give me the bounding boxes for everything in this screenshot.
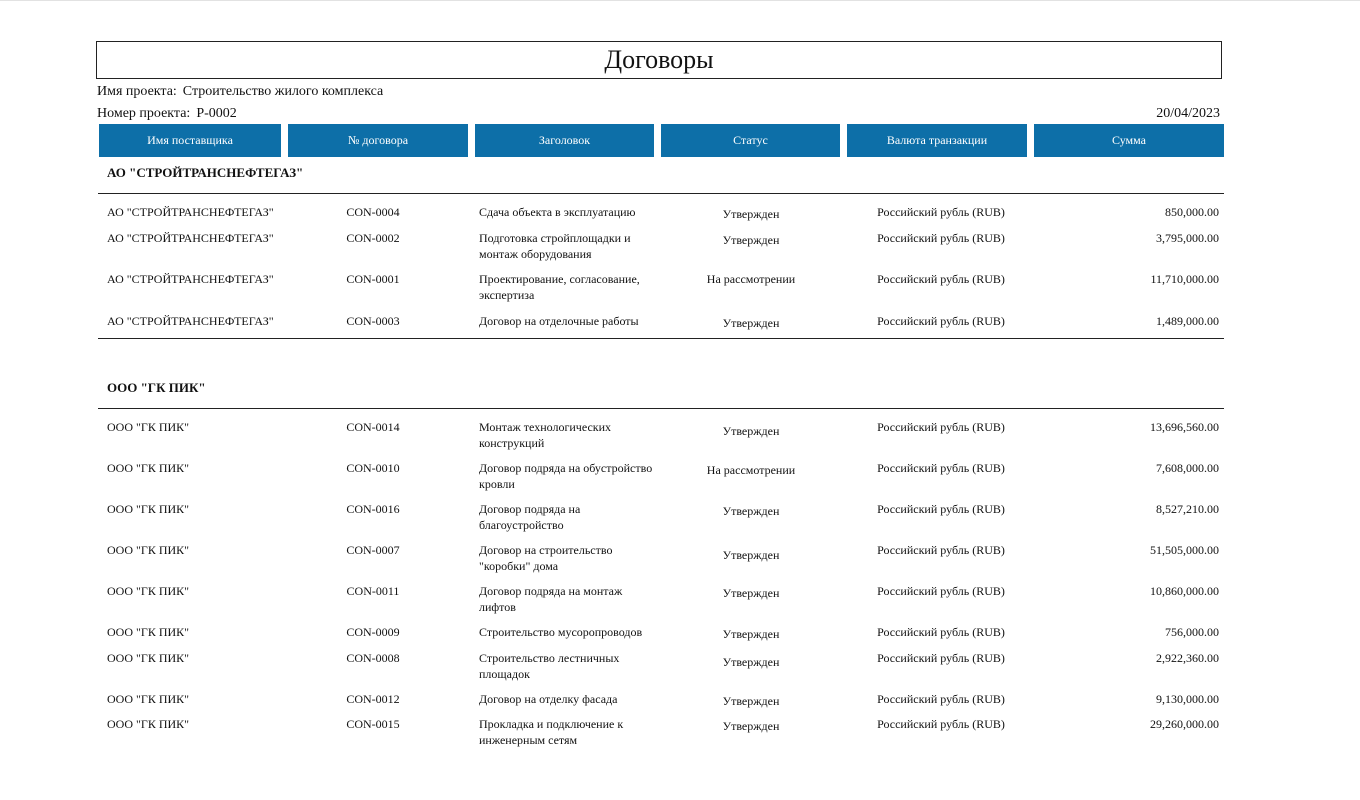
contract-number-cell: CON-0010: [346, 461, 400, 475]
title-cell: Подготовка стройплощадки и монтаж оборудования: [479, 231, 631, 261]
title-cell: Договор на отделку фасада: [479, 692, 618, 706]
group-title: ООО "ГК ПИК": [107, 380, 206, 395]
vendor-cell: ООО "ГК ПИК": [107, 420, 190, 434]
report-date: 20/04/2023: [1156, 106, 1220, 121]
project-name-line: [97, 83, 383, 101]
amount-cell: 51,505,000.00: [1150, 543, 1219, 557]
contract-number-cell: CON-0007: [346, 543, 400, 557]
currency-cell: Российский рубль (RUB): [877, 420, 1005, 434]
status-cell: На рассмотрении: [706, 463, 796, 477]
vendor-cell: АО "СТРОЙТРАНСНЕФТЕГАЗ": [107, 314, 274, 328]
column-header-currency: Валюта транзакции: [847, 124, 1027, 157]
column-header-status: Статус: [661, 124, 840, 157]
vendor-cell: АО "СТРОЙТРАНСНЕФТЕГАЗ": [107, 272, 274, 286]
vendor-cell: ООО "ГК ПИК": [107, 502, 190, 516]
vendor-cell: ООО "ГК ПИК": [107, 584, 190, 598]
contract-number-cell: CON-0009: [346, 625, 400, 639]
amount-cell: 29,260,000.00: [1150, 717, 1219, 731]
title-cell: Прокладка и подключение к инженерным сетям: [479, 717, 624, 747]
group-title: АО "СТРОЙТРАНСНЕФТЕГАЗ": [107, 165, 304, 180]
amount-cell: 3,795,000.00: [1156, 231, 1219, 245]
report-title: Договоры: [96, 41, 1222, 79]
vendor-cell: ООО "ГК ПИК": [107, 461, 190, 475]
contract-number-cell: CON-0011: [346, 584, 400, 598]
project-number-value: P-0002: [196, 106, 237, 121]
currency-cell: Российский рубль (RUB): [877, 584, 1005, 598]
title-cell: Договор на отделочные работы: [479, 314, 639, 328]
amount-cell: 7,608,000.00: [1156, 461, 1219, 475]
amount-cell: 8,527,210.00: [1156, 502, 1219, 516]
group-divider: [98, 338, 1224, 339]
title-cell: Договор подряда на благоустройство: [479, 502, 581, 532]
currency-cell: Российский рубль (RUB): [877, 651, 1005, 665]
vendor-cell: АО "СТРОЙТРАНСНЕФТЕГАЗ": [107, 231, 274, 245]
vendor-cell: АО "СТРОЙТРАНСНЕФТЕГАЗ": [107, 205, 274, 219]
vendor-cell: ООО "ГК ПИК": [107, 543, 190, 557]
status-cell: Утвержден: [722, 504, 780, 518]
currency-cell: Российский рубль (RUB): [877, 461, 1005, 475]
contract-number-cell: CON-0004: [346, 205, 400, 219]
vendor-cell: ООО "ГК ПИК": [107, 651, 190, 665]
currency-cell: Российский рубль (RUB): [877, 692, 1005, 706]
vendor-cell: ООО "ГК ПИК": [107, 625, 190, 639]
status-cell: Утвержден: [722, 586, 780, 600]
status-cell: Утвержден: [722, 424, 780, 438]
title-cell: Сдача объекта в эксплуатацию: [479, 205, 636, 219]
contract-number-cell: CON-0003: [346, 314, 400, 328]
title-cell: Проектирование, согласование, экспертиза: [479, 272, 640, 302]
group-divider: [98, 193, 1224, 194]
title-cell: Договор подряда на монтаж лифтов: [479, 584, 623, 614]
status-cell: Утвержден: [722, 694, 780, 708]
currency-cell: Российский рубль (RUB): [877, 502, 1005, 516]
project-number-line: [97, 105, 237, 123]
status-cell: Утвержден: [722, 316, 780, 330]
status-cell: На рассмотрении: [706, 272, 796, 286]
amount-cell: 2,922,360.00: [1156, 651, 1219, 665]
vendor-cell: ООО "ГК ПИК": [107, 692, 190, 706]
amount-cell: 9,130,000.00: [1156, 692, 1219, 706]
status-cell: Утвержден: [722, 719, 780, 733]
currency-cell: Российский рубль (RUB): [877, 625, 1005, 639]
currency-cell: Российский рубль (RUB): [877, 231, 1005, 245]
project-name-value: Строительство жилого комплекса: [182, 84, 384, 99]
status-cell: Утвержден: [722, 207, 780, 221]
currency-cell: Российский рубль (RUB): [877, 272, 1005, 286]
column-header-contract-number: № договора: [288, 124, 468, 157]
title-cell: Монтаж технологических конструкций: [479, 420, 612, 450]
contract-number-cell: CON-0002: [346, 231, 400, 245]
amount-cell: 1,489,000.00: [1156, 314, 1219, 328]
amount-cell: 11,710,000.00: [1150, 272, 1219, 286]
amount-cell: 10,860,000.00: [1150, 584, 1219, 598]
contract-number-cell: CON-0016: [346, 502, 400, 516]
contract-number-cell: CON-0008: [346, 651, 400, 665]
status-cell: Утвержден: [722, 627, 780, 641]
contract-number-cell: CON-0012: [346, 692, 400, 706]
amount-cell: 13,696,560.00: [1150, 420, 1219, 434]
title-cell: Договор на строительство "коробки" дома: [479, 543, 613, 573]
vendor-cell: ООО "ГК ПИК": [107, 717, 190, 731]
amount-cell: 756,000.00: [1165, 625, 1219, 639]
status-cell: Утвержден: [722, 548, 780, 562]
currency-cell: Российский рубль (RUB): [877, 717, 1005, 731]
currency-cell: Российский рубль (RUB): [877, 205, 1005, 219]
title-cell: Договор подряда на обустройство кровли: [479, 461, 653, 491]
top-border: [0, 0, 1360, 1]
column-header-title: Заголовок: [475, 124, 654, 157]
title-cell: Строительство лестничных площадок: [479, 651, 620, 681]
contract-number-cell: CON-0001: [346, 272, 400, 286]
status-cell: Утвержден: [722, 655, 780, 669]
project-number-label: Номер проекта:: [97, 106, 191, 121]
title-cell: Строительство мусоропроводов: [479, 625, 643, 639]
project-name-label: Имя проекта:: [97, 84, 177, 99]
contract-number-cell: CON-0015: [346, 717, 400, 731]
amount-cell: 850,000.00: [1165, 205, 1219, 219]
contract-number-cell: CON-0014: [346, 420, 400, 434]
status-cell: Утвержден: [722, 233, 780, 247]
column-header-vendor: Имя поставщика: [99, 124, 281, 157]
currency-cell: Российский рубль (RUB): [877, 543, 1005, 557]
table-header: [99, 124, 1224, 157]
group-divider: [98, 408, 1224, 409]
currency-cell: Российский рубль (RUB): [877, 314, 1005, 328]
column-header-amount: Сумма: [1034, 124, 1224, 157]
